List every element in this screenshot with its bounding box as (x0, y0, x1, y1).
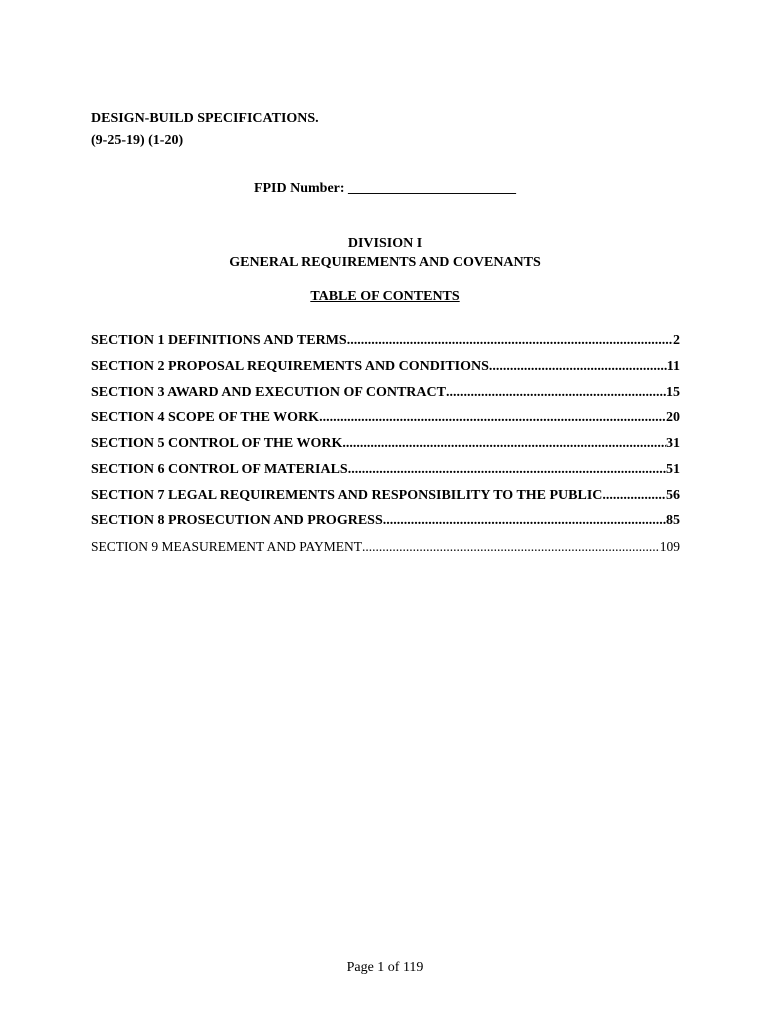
division-name: DIVISION I (347, 236, 423, 251)
revision-dates: (9-25-19) (1-20) (91, 133, 184, 148)
fpid-line (0, 181, 770, 197)
fpid-blank: ________________________ (348, 181, 517, 196)
toc-entry[interactable] (91, 333, 680, 359)
toc-entry[interactable] (91, 385, 680, 411)
toc-entry-page: 31 (666, 436, 680, 451)
toc-entry-label: SECTION 9 MEASUREMENT AND PAYMENT (91, 539, 363, 554)
toc-entry-page: 15 (666, 384, 680, 400)
toc-entry-label: SECTION 5 CONTROL OF THE WORK (91, 436, 343, 451)
document-header (91, 108, 319, 152)
toc-leader (342, 436, 666, 452)
division-subtitle: GENERAL REQUIREMENTS AND COVENANTS (229, 255, 541, 270)
toc-leader (602, 488, 666, 504)
toc-title: TABLE OF CONTENTS (310, 289, 460, 304)
toc-entry-label: SECTION 6 CONTROL OF MATERIALS (91, 461, 348, 477)
toc-entry-label: SECTION 8 PROSECUTION AND PROGRESS (91, 513, 383, 529)
toc-entry-page: 109 (659, 539, 680, 554)
toc-entry-page: 11 (666, 358, 680, 374)
toc-entry-label: SECTION 3 AWARD AND EXECUTION OF CONTRACT (91, 384, 446, 400)
toc-leader (446, 385, 666, 401)
document-title: DESIGN-BUILD SPECIFICATIONS. (91, 111, 319, 126)
division-heading (0, 234, 770, 272)
toc-entry[interactable] (91, 359, 680, 385)
toc-leader (383, 513, 666, 529)
toc-entry-label: SECTION 1 DEFINITIONS AND TERMS (91, 333, 347, 348)
toc-entry[interactable] (91, 436, 680, 462)
toc-entry-page: 2 (673, 333, 680, 348)
toc-entry[interactable] (91, 410, 680, 436)
toc-leader (319, 410, 666, 426)
toc-leader (489, 359, 667, 375)
toc-entry-label: SECTION 2 PROPOSAL REQUIREMENTS AND CONDITIONS (91, 358, 489, 374)
toc-entry[interactable] (91, 513, 680, 539)
toc-entry-page: 85 (666, 513, 680, 529)
toc-entry-page: 51 (666, 461, 680, 477)
toc-leader (348, 462, 666, 478)
toc-entry-label: SECTION 4 SCOPE OF THE WORK (91, 410, 320, 426)
table-of-contents (91, 333, 680, 565)
page-footer: Page 1 of 119 (346, 960, 424, 975)
toc-entry-page: 56 (666, 487, 680, 503)
toc-entry[interactable] (91, 488, 680, 514)
toc-entry[interactable] (91, 539, 680, 565)
toc-entry-page: 20 (666, 410, 680, 426)
toc-leader (347, 333, 673, 349)
fpid-label: FPID Number: (253, 181, 345, 196)
toc-entry-label: SECTION 7 LEGAL REQUIREMENTS AND RESPONSIBILITY TO THE PUBLIC (91, 487, 603, 503)
toc-leader (362, 539, 660, 555)
toc-entry[interactable] (91, 462, 680, 488)
